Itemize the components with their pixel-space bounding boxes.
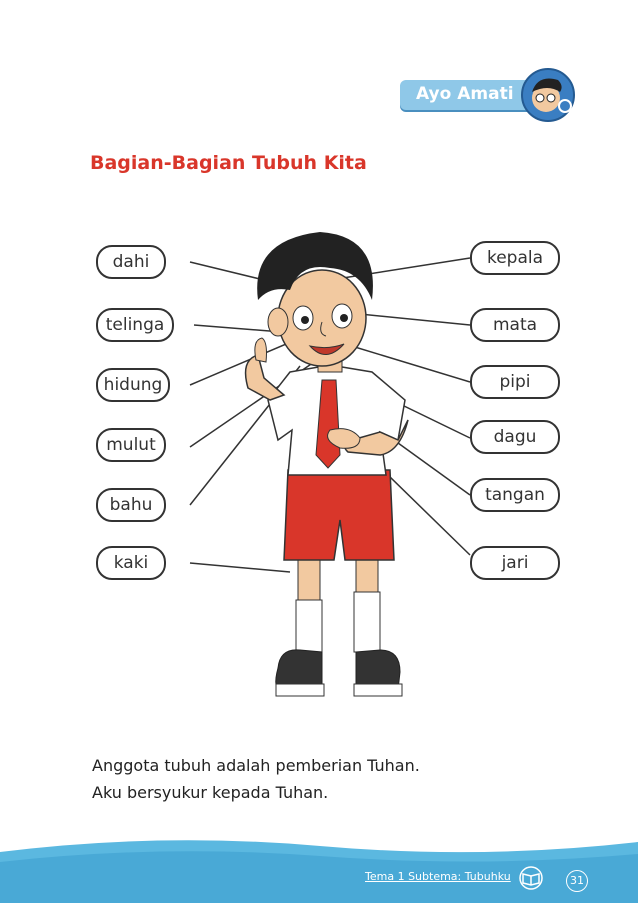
footer-subtheme: Tema 1 Subtema: Tubuhku — [365, 870, 511, 883]
badge-label: Ayo Amati — [416, 84, 514, 104]
label-mata: mata — [470, 308, 560, 342]
page-number: 31 — [566, 870, 588, 892]
label-tangan: tangan — [470, 478, 560, 512]
label-bahu: bahu — [96, 488, 166, 522]
label-mulut: mulut — [96, 428, 166, 462]
label-telinga: telinga — [96, 308, 174, 342]
label-jari: jari — [470, 546, 560, 580]
label-dahi: dahi — [96, 245, 166, 279]
label-dagu: dagu — [470, 420, 560, 454]
caption-line-2: Aku bersyukur kepada Tuhan. — [92, 783, 329, 802]
label-hidung: hidung — [96, 368, 170, 402]
page-title: Bagian-Bagian Tubuh Kita — [90, 152, 367, 174]
book-icon — [517, 866, 545, 890]
label-pipi: pipi — [470, 365, 560, 399]
label-kepala: kepala — [470, 241, 560, 275]
label-kaki: kaki — [96, 546, 166, 580]
caption-line-1: Anggota tubuh adalah pemberian Tuhan. — [92, 756, 420, 775]
